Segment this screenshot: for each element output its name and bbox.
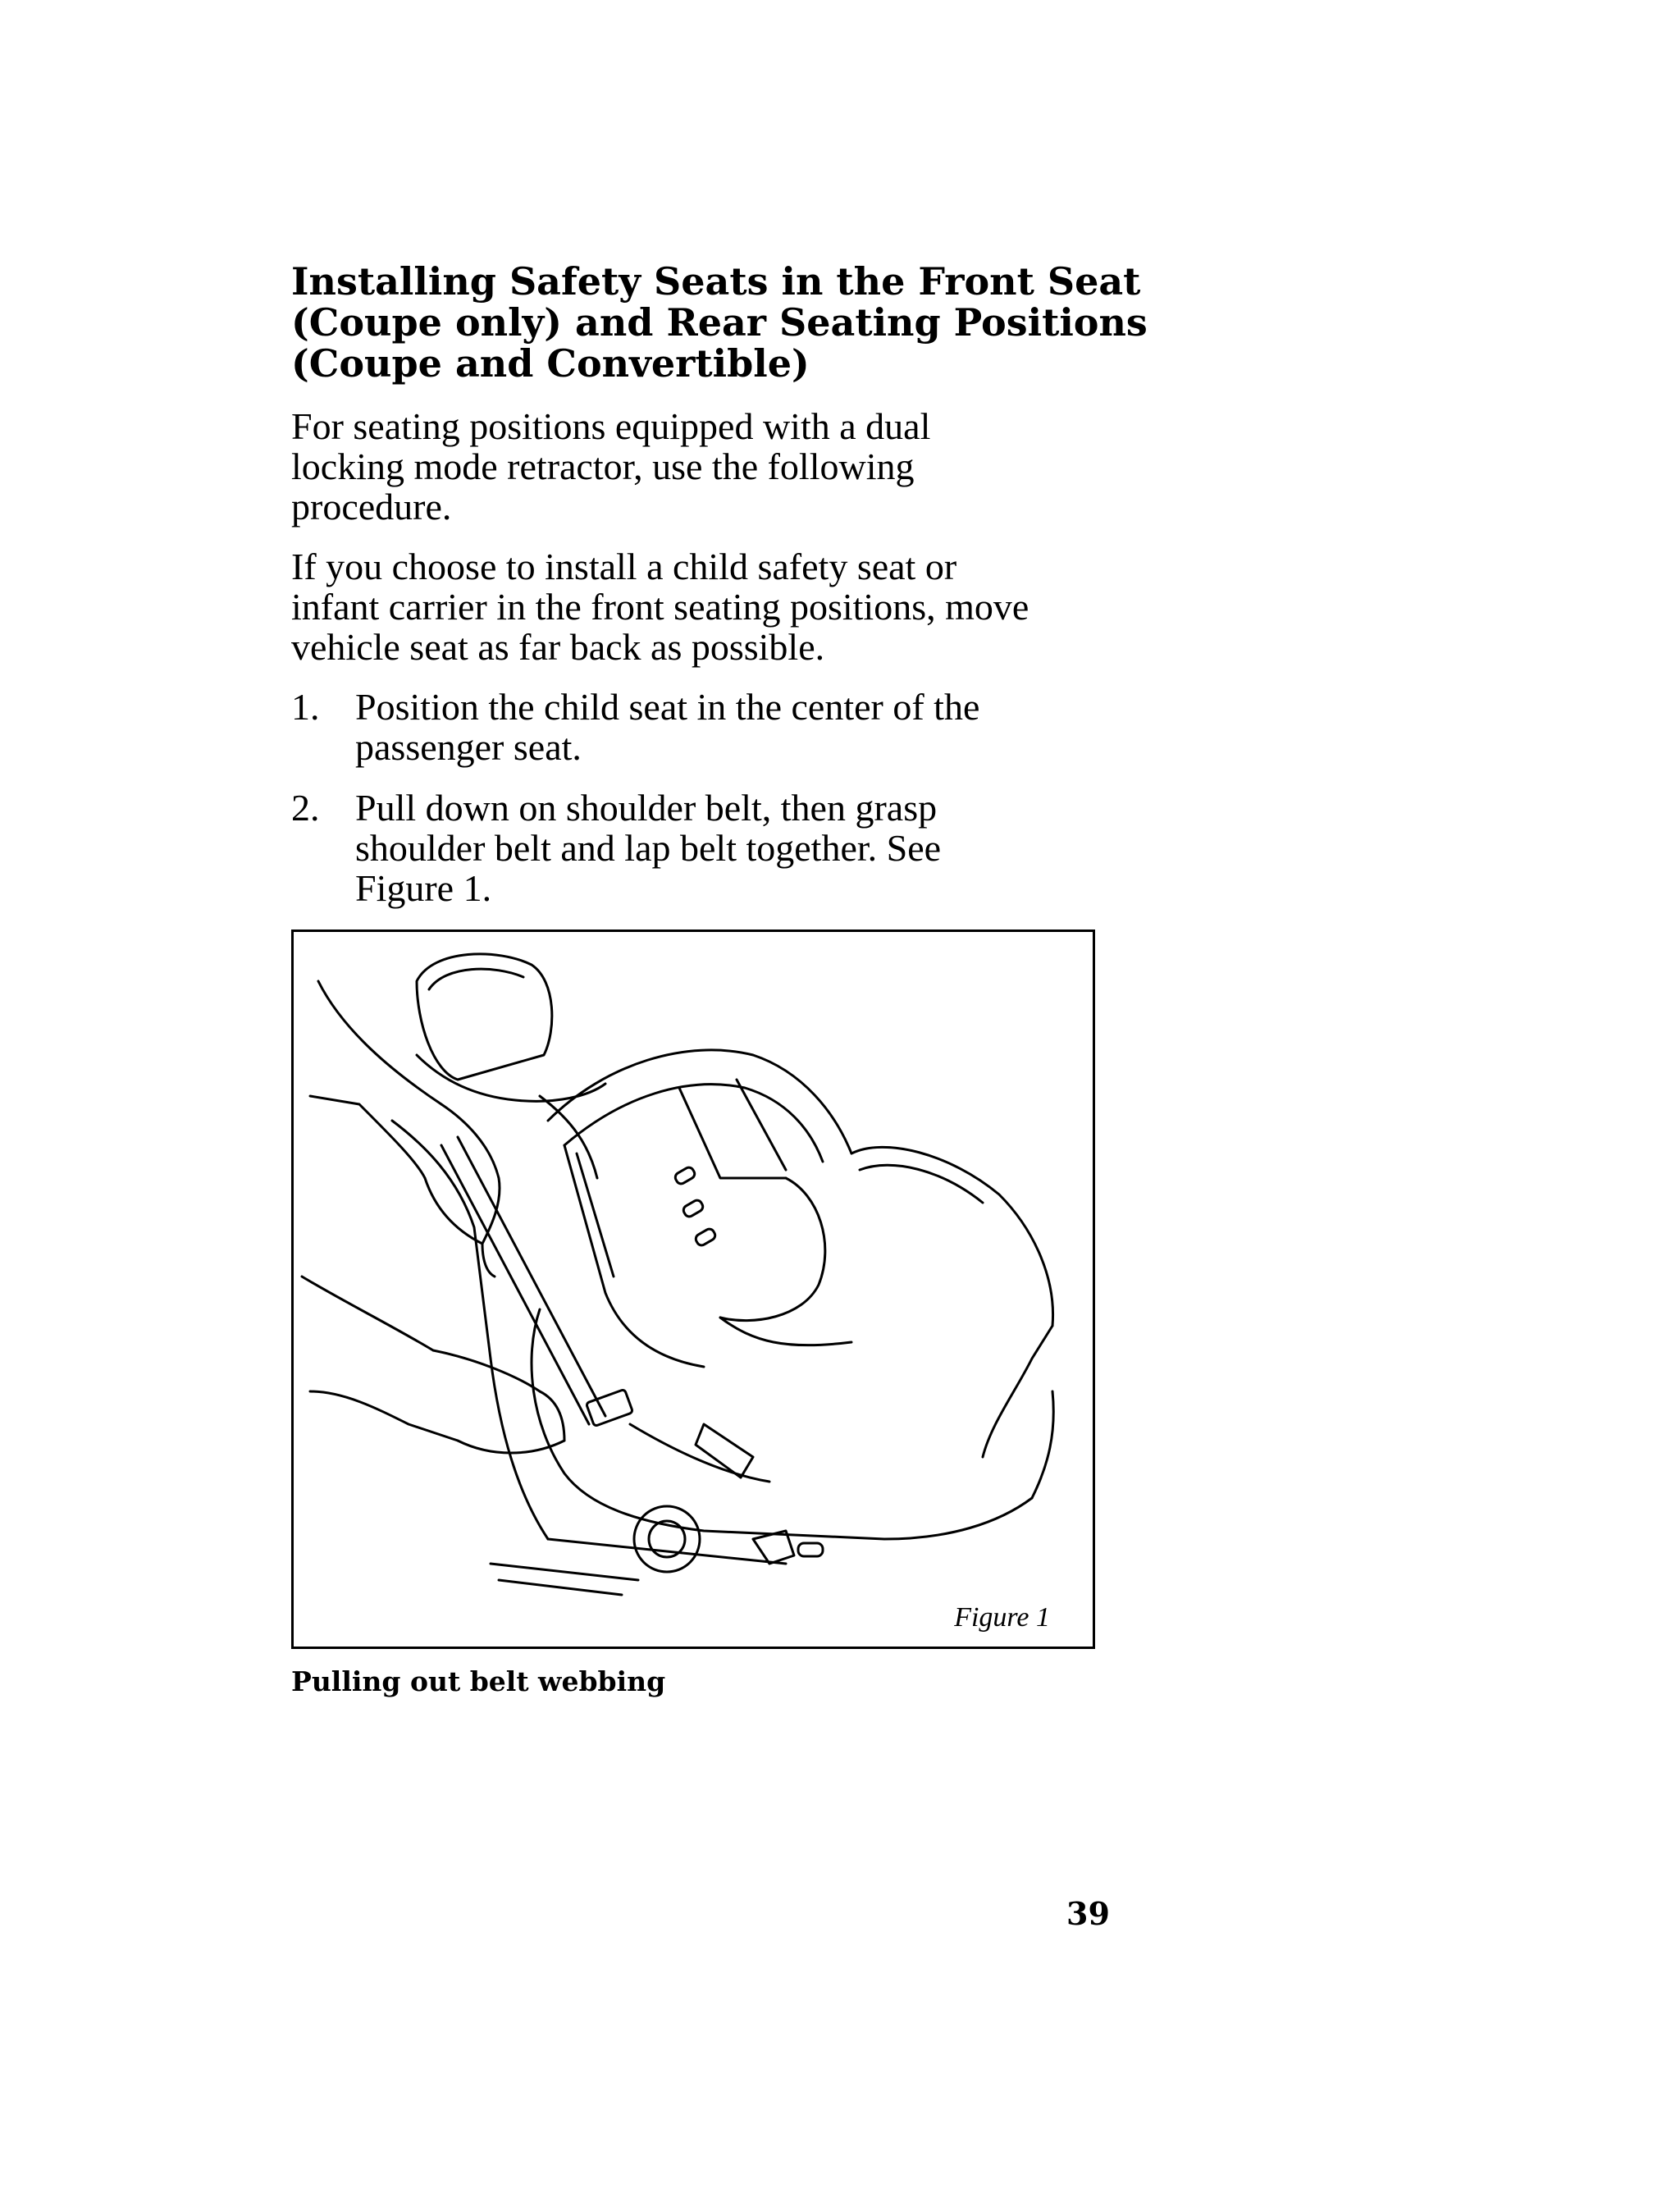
step-text (355, 687, 979, 767)
step-line: Pull down on shoulder belt, then grasp (355, 787, 938, 829)
page-number: 39 (1066, 1895, 1110, 1932)
figure-label: Figure 1 (954, 1602, 1050, 1633)
heading-line: (Coupe and Convertible) (291, 341, 810, 386)
note-line: vehicle seat as far back as possible. (291, 626, 825, 668)
intro-paragraph (291, 406, 1112, 527)
step-number: 2. (291, 787, 320, 829)
figure-1 (291, 930, 1095, 1649)
front-seat-note (291, 546, 1112, 667)
note-line: infant carrier in the front seating positions, move (291, 586, 1029, 628)
intro-line: locking mode retractor, use the following (291, 445, 915, 487)
heading-line: Installing Safety Seats in the Front Seat (291, 259, 1141, 304)
step-line: Position the child seat in the center of the (355, 686, 980, 728)
step-text (355, 788, 941, 908)
step-line: shoulder belt and lap belt together. See (355, 827, 942, 869)
note-line: If you choose to install a child safety seat or (291, 546, 957, 587)
step-line: Figure 1. (355, 867, 492, 909)
child-seat-illustration (294, 932, 1093, 1647)
intro-line: procedure. (291, 486, 452, 528)
figure-caption: Pulling out belt webbing (291, 1665, 666, 1697)
heading-line: (Coupe only) and Rear Seating Positions (291, 300, 1148, 345)
intro-line: For seating positions equipped with a dual (291, 405, 931, 447)
step-number: 1. (291, 686, 320, 728)
step-line: passenger seat. (355, 726, 582, 768)
section-heading (291, 259, 1148, 386)
